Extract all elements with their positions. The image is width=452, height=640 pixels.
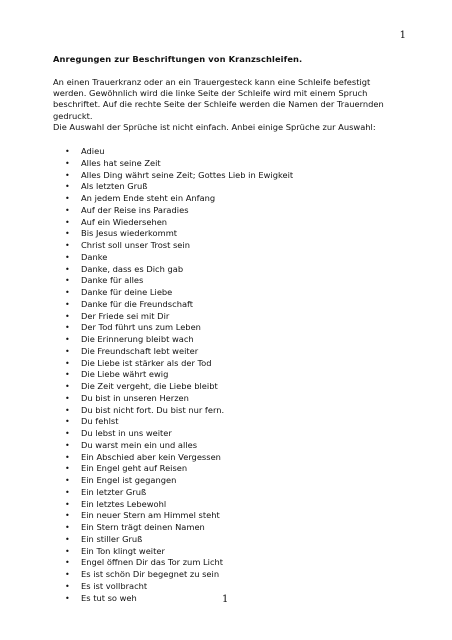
- phrase-list-item: • Der Friede sei mit Dir: [53, 311, 413, 323]
- phrase-list-item: • Die Liebe ist stärker als der Tod: [53, 358, 413, 370]
- phrase-list-item: • Bis Jesus wiederkommt: [53, 228, 413, 240]
- phrase-list-item: • Die Freundschaft lebt weiter: [53, 346, 413, 358]
- phrase-list-item: • Der Tod führt uns zum Leben: [53, 322, 413, 334]
- phrase-list-item: • Auf ein Wiedersehen: [53, 217, 413, 229]
- phrase-list-item: • Christ soll unser Trost sein: [53, 240, 413, 252]
- intro-paragraph: [53, 77, 413, 133]
- phrase-list-item: • Ein Stern trägt deinen Namen: [53, 522, 413, 534]
- phrase-list-item: • Du bist in unseren Herzen: [53, 393, 413, 405]
- document-title: Anregungen zur Beschriftungen von Kranzschleifen.: [53, 54, 303, 64]
- phrase-list-item: • Alles hat seine Zeit: [53, 158, 413, 170]
- phrase-list-item: • Ein Ton klingt weiter: [53, 546, 413, 558]
- phrase-list-item: • Ein letztes Lebewohl: [53, 499, 413, 511]
- intro-line: An einen Trauerkranz oder an ein Trauergesteck kann eine Schleife befestigt: [53, 77, 371, 87]
- phrase-list-item: • Ein Abschied aber kein Vergessen: [53, 452, 413, 464]
- intro-line: gedruckt.: [53, 110, 93, 121]
- phrase-list-item: • Es tut so weh: [53, 593, 413, 605]
- phrase-list-item: • Danke, dass es Dich gab: [53, 264, 413, 276]
- phrase-list-item: • Alles Ding währt seine Zeit; Gottes Lieb in Ewigkeit: [53, 170, 413, 182]
- phrase-list-item: • Es ist vollbracht: [53, 581, 413, 593]
- phrase-list-item: • Ein Engel ist gegangen: [53, 475, 413, 487]
- phrase-list-item: • Du warst mein ein und alles: [53, 440, 413, 452]
- phrase-list-item: • Danke: [53, 252, 413, 264]
- document-body: [53, 54, 413, 604]
- phrase-list-item: • Danke für die Freundschaft: [53, 299, 413, 311]
- phrase-list-item: • Es ist schön Dir begegnet zu sein: [53, 569, 413, 581]
- phrase-list-item: • Ein stiller Gruß: [53, 534, 413, 546]
- phrase-list-item: • Die Liebe währt ewig: [53, 369, 413, 381]
- phrase-list-item: • Auf der Reise ins Paradies: [53, 205, 413, 217]
- phrase-list-item: • Ein neuer Stern am Himmel steht: [53, 510, 413, 522]
- phrase-list-item: • Du fehlst: [53, 416, 413, 428]
- phrase-list-item: • Engel öffnen Dir das Tor zum Licht: [53, 557, 413, 569]
- intro-line: werden. Gewöhnlich wird die linke Seite der Schleife wird mit einem Spruch: [53, 88, 368, 99]
- phrase-list-item: • An jedem Ende steht ein Anfang: [53, 193, 413, 205]
- page-number-top: 1: [399, 30, 406, 41]
- phrase-list-item: • Die Erinnerung bleibt wach: [53, 334, 413, 346]
- intro-line: beschriftet. Auf die rechte Seite der Schleife werden die Namen der Trauernden: [53, 99, 384, 110]
- phrase-list-item: • Als letzten Gruß: [53, 181, 413, 193]
- phrase-list-item: • Du bist nicht fort. Du bist nur fern.: [53, 405, 413, 417]
- phrase-list-item: • Danke für deine Liebe: [53, 287, 413, 299]
- phrase-list-item: • Die Zeit vergeht, die Liebe bleibt: [53, 381, 413, 393]
- page-number-bottom: 1: [222, 594, 229, 605]
- phrase-list-item: • Ein letzter Gruß: [53, 487, 413, 499]
- phrase-list-item: • Ein Engel geht auf Reisen: [53, 463, 413, 475]
- phrase-list-item: • Du lebst in uns weiter: [53, 428, 413, 440]
- phrase-list-item: • Adieu: [53, 146, 413, 158]
- phrase-list-item: • Danke für alles: [53, 275, 413, 287]
- phrase-list: [53, 146, 413, 604]
- intro-line: Die Auswahl der Sprüche ist nicht einfach. Anbei einige Sprüche zur Auswahl:: [53, 121, 376, 132]
